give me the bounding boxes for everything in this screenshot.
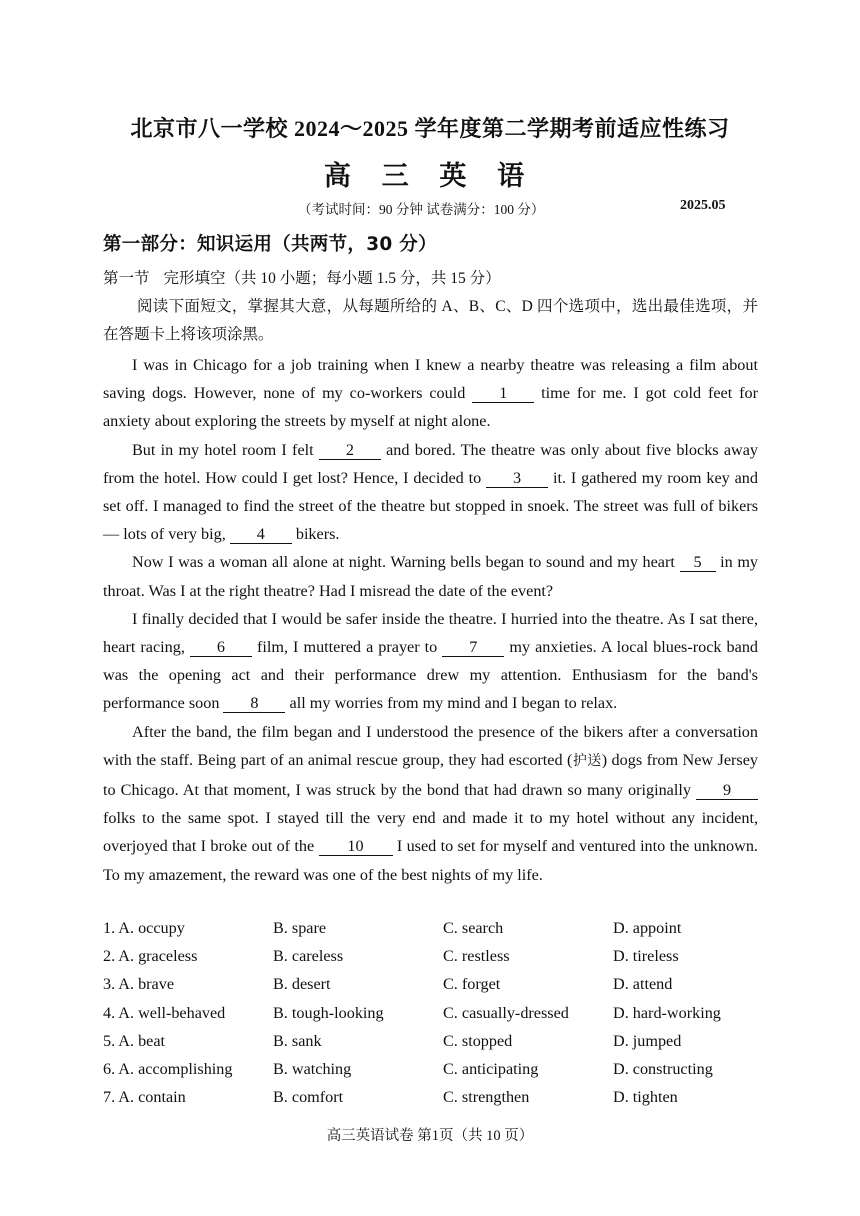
exam-title: 北京市八一学校 2024～2025 学年度第二学期考前适应性练习 xyxy=(130,116,730,141)
cloze-passage xyxy=(103,351,758,889)
option-c: C. strengthen xyxy=(443,1088,530,1107)
blank-4: 4 xyxy=(230,525,292,544)
option-row xyxy=(103,942,783,970)
page-footer: 高三英语试卷 第1页（共 10 页） xyxy=(326,1128,534,1144)
option-row xyxy=(103,1055,783,1083)
option-d: D. jumped xyxy=(613,1031,682,1050)
option-d: D. constructing xyxy=(613,1059,713,1078)
option-a: 1. A. occupy xyxy=(103,919,185,937)
option-row xyxy=(103,1027,783,1055)
option-d: D. appoint xyxy=(613,919,682,937)
blank-10: 10 xyxy=(319,837,393,856)
blank-7: 7 xyxy=(442,638,504,657)
option-b: B. watching xyxy=(273,1059,352,1078)
option-c: C. restless xyxy=(443,947,510,966)
blank-6: 6 xyxy=(190,638,252,657)
option-d: D. attend xyxy=(613,975,673,994)
option-d: D. tireless xyxy=(613,947,679,966)
answer-options xyxy=(103,914,783,1111)
exam-date: 2025.05 xyxy=(680,198,726,213)
option-row xyxy=(103,999,783,1027)
option-b: B. tough-looking xyxy=(273,1003,384,1022)
blank-9: 9 xyxy=(696,781,758,800)
option-d: D. tighten xyxy=(613,1088,678,1107)
blank-2: 2 xyxy=(319,441,381,460)
paragraph-5: After the band, the film began and I understood the presence of the bikers after a conversation with the staff. Being part of an animal rescue group, they had escorted (护送) dogs from New Jersey to Chicago. At that moment, I was struck by the bond that had drawn so many originally 9 folks to the same spot. I stayed till the very end and made it to my hotel without any incident, overjoyed that I broke out of the 10 I used to set for myself and ventured into the unknown. To my amazement, the reward was one of the best nights of my life. xyxy=(103,722,758,884)
option-row xyxy=(103,914,783,942)
paragraph-2: But in my hotel room I felt 2 and bored. The theatre was only about five blocks away from the hotel. How could I get lost? Hence, I decided to 3 it. I gathered my room key and set off. I managed to find the street of the theatre but stopped in snoek. The street was full of bikers — lots of very big, 4 bikers. xyxy=(103,440,758,544)
gloss-note: 护送 xyxy=(572,753,602,769)
part-heading: 第一部分：知识运用（共两节，30 分） xyxy=(103,234,437,255)
section-instructions: 阅读下面短文，掌握其大意，从每题所给的 A、B、C、D 四个选项中，选出最佳选项，并在答题卡上将该项涂黑。 xyxy=(103,298,758,343)
option-a: 4. A. well-behaved xyxy=(103,1003,226,1022)
option-c: C. stopped xyxy=(443,1031,513,1050)
option-row xyxy=(103,1083,783,1111)
blank-5: 5 xyxy=(680,553,716,572)
option-c: C. anticipating xyxy=(443,1059,539,1078)
blank-8: 8 xyxy=(223,694,285,713)
paragraph-4: I finally decided that I would be safer inside the theatre. I hurried into the theatre. As I sat there, heart racing, 6 film, I muttered a prayer to 7 my anxieties. A local blues-rock band was the opening act and their performance drew my attention. Enthusiasm for the band's performance soon 8 all my worries from my mind and I began to relax. xyxy=(103,609,759,713)
option-b: B. comfort xyxy=(273,1088,344,1107)
subject-title: 高 三 英 语 xyxy=(323,161,537,191)
option-b: B. careless xyxy=(273,947,344,966)
option-a: 6. A. accomplishing xyxy=(103,1059,233,1078)
option-b: B. desert xyxy=(273,975,331,994)
blank-1: 1 xyxy=(472,384,534,403)
option-b: B. sank xyxy=(273,1031,322,1050)
option-a: 3. A. brave xyxy=(103,975,175,994)
section-description: 完形填空（共 10 小题；每小题 1.5 分，共 15 分） xyxy=(163,270,501,287)
option-d: D. hard-working xyxy=(613,1003,721,1022)
blank-3: 3 xyxy=(486,469,548,488)
option-a: 7. A. contain xyxy=(103,1088,186,1107)
option-b: B. spare xyxy=(273,919,327,937)
option-c: C. search xyxy=(443,919,504,937)
paragraph-3: Now I was a woman all alone at night. Warning bells began to sound and my heart 5 in my throat. Was I at the right theatre? Had I misread the date of the event? xyxy=(103,553,759,600)
option-a: 2. A. graceless xyxy=(103,947,198,966)
option-c: C. casually-dressed xyxy=(443,1003,569,1022)
section-name: 第一节 xyxy=(103,270,150,287)
option-c: C. forget xyxy=(443,975,501,994)
paragraph-1: I was in Chicago for a job training when I knew a nearby theatre was releasing a film about saving dogs. However, none of my co-workers could 1 time for me. I got cold feet for anxiety about exploring the streets by myself at night alone. xyxy=(103,356,759,431)
section-heading xyxy=(103,266,501,288)
option-a: 5. A. beat xyxy=(103,1031,166,1050)
option-row xyxy=(103,970,783,998)
exam-info: （考试时间：90 分钟 试卷满分：100 分） xyxy=(298,202,545,217)
